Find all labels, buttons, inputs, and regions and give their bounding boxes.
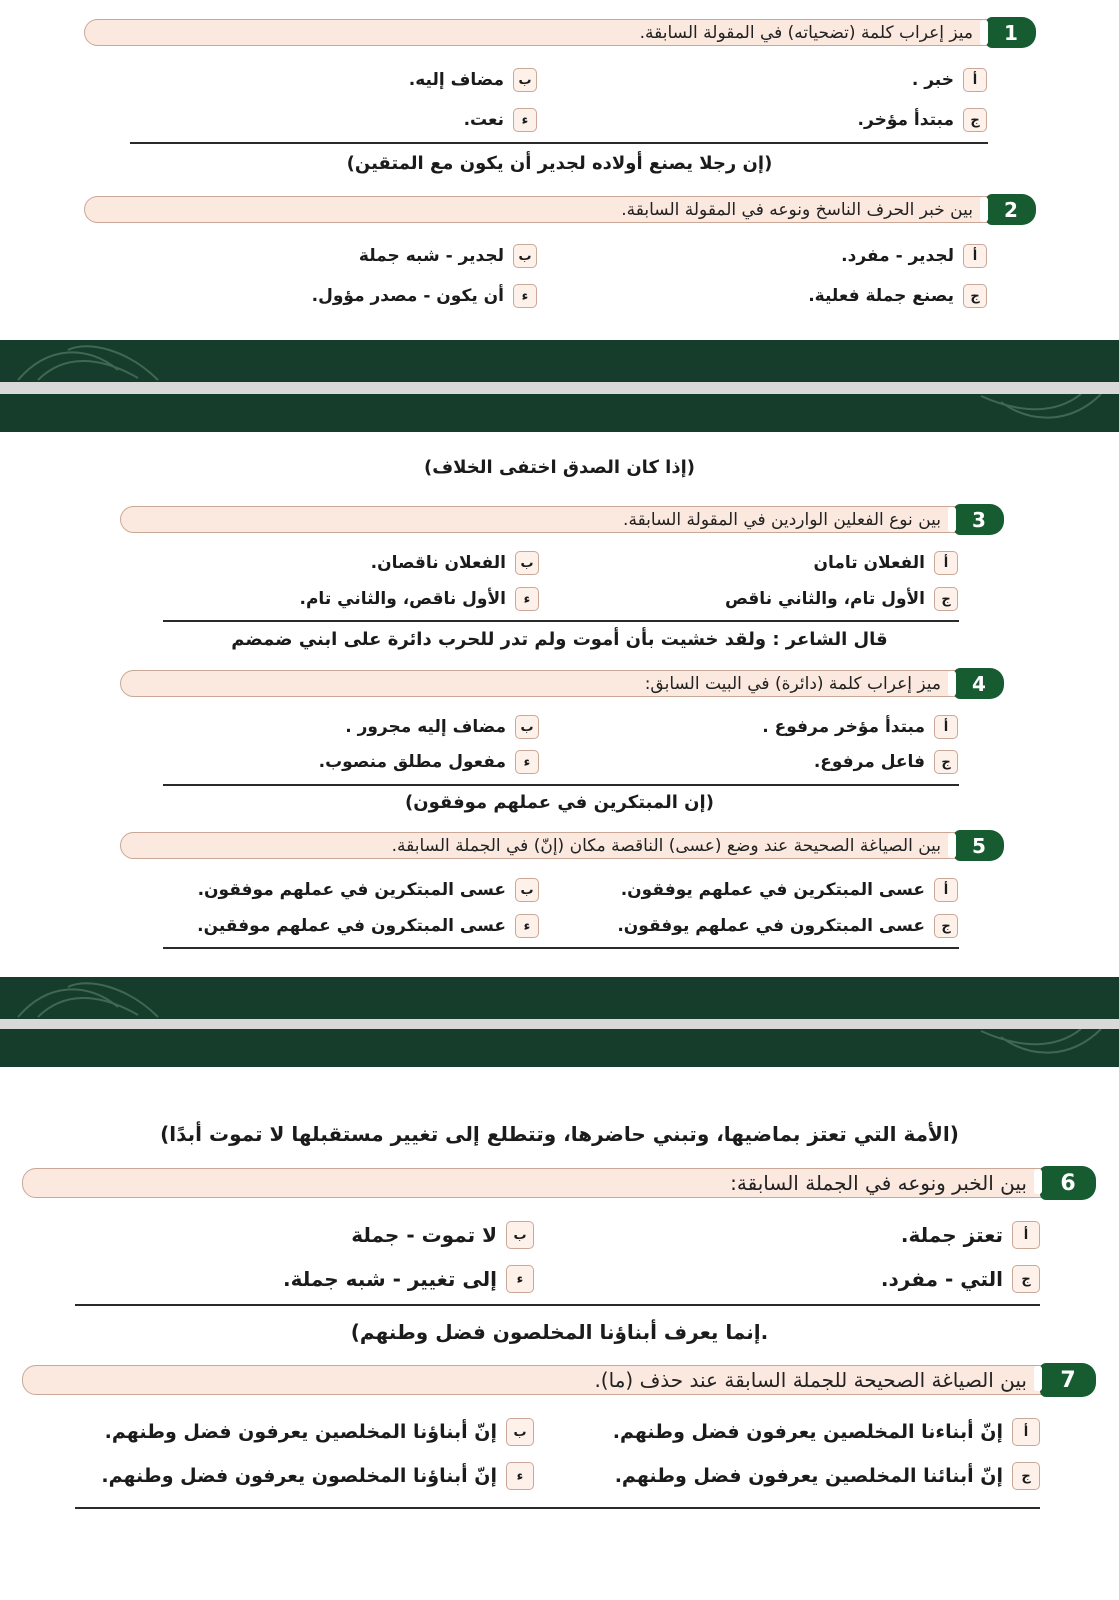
question-1-header [84,17,1036,48]
option-b[interactable] [105,1418,534,1446]
option-letter: أ [1012,1221,1040,1249]
question-number: 1 [986,17,1036,48]
question-text: ميز إعراب كلمة (دائرة) في البيت السابق: [120,670,960,697]
option-c[interactable] [615,1462,1040,1490]
option-letter: أ [963,68,987,92]
option-d[interactable] [319,750,539,774]
option-letter: ج [1012,1462,1040,1490]
option-text: نعت. [463,110,504,130]
option-text: مبتدأ مؤخر. [857,110,954,130]
option-c[interactable] [808,284,987,308]
quote-text: (إن المبتكرين في عملهم موفقون) [405,792,714,813]
option-text: مضاف إليه. [408,70,504,90]
divider [163,947,959,949]
option-a[interactable] [813,551,958,575]
quote-text: (إن رجلا يصنع أولاده لجدير أن يكون مع المتقين) [346,153,773,174]
option-text: مفعول مطلق منصوب. [318,752,506,772]
option-letter: أ [934,715,958,739]
option-text: الفعلان تامان [813,553,925,573]
option-letter: ج [934,750,958,774]
option-b[interactable] [409,68,537,92]
question-text: بين الصياغة الصحيحة عند وضع (عسى) الناقصة مكان (إنّ) في الجملة السابقة. [120,832,960,859]
option-a[interactable] [901,1221,1040,1249]
option-text: مبتدأ مؤخر مرفوع . [762,717,925,737]
divider [163,620,959,622]
option-letter: ء [515,587,539,611]
option-a[interactable] [621,878,958,902]
quote-text: (إذا كان الصدق اختفى الخلاف) [424,457,695,478]
option-letter: ج [1012,1265,1040,1293]
quote-text: (الأمة التي تعتز بماضيها، وتبني حاضرها، وتتطلع إلى تغيير مستقبلها لا تموت أبدًا) [160,1122,959,1146]
option-letter: أ [1012,1418,1040,1446]
option-text: عسى المبتكرون في عملهم يوفقون. [617,916,925,936]
option-letter: ء [506,1265,534,1293]
option-c[interactable] [617,914,958,938]
option-letter: ج [934,587,958,611]
page-3 [0,1029,1119,1600]
divider [163,784,959,786]
option-a[interactable] [912,68,987,92]
question-number: 2 [986,194,1036,225]
option-letter: ء [515,750,539,774]
page-1 [0,0,1119,382]
option-letter: ء [513,284,537,308]
option-b[interactable] [345,715,539,739]
option-c[interactable] [814,750,958,774]
ornament-icon [8,977,188,1019]
option-letter: أ [934,551,958,575]
question-4-header [120,668,1004,699]
option-letter: ء [515,914,539,938]
option-a[interactable] [613,1418,1040,1446]
option-letter: ب [513,68,537,92]
option-c[interactable] [881,1265,1040,1293]
ornament-icon [931,394,1111,432]
option-b[interactable] [198,878,539,902]
option-b[interactable] [351,1221,534,1249]
option-text: تعتز جملة. [900,1223,1003,1247]
question-number: 5 [954,830,1004,861]
option-d[interactable] [300,587,539,611]
divider [130,142,988,144]
option-text: أن يكون - مصدر مؤول. [311,286,504,306]
option-d[interactable] [312,284,537,308]
divider [75,1507,1040,1509]
option-letter: ج [934,914,958,938]
page-2 [0,394,1119,1019]
page-gap [0,382,1119,394]
footer-band [0,340,1119,382]
question-text: بين خبر الحرف الناسخ ونوعه في المقولة السابقة. [84,196,992,223]
option-text: الأول تام، والثاني ناقص [724,589,925,609]
question-number: 4 [954,668,1004,699]
header-band [0,1029,1119,1067]
question-text: بين الخبر ونوعه في الجملة السابقة: [22,1168,1046,1198]
option-letter: ء [513,108,537,132]
option-text: إنّ أبنائنا المخلصين يعرفون فضل وطنهم. [614,1465,1003,1487]
ornament-icon [8,340,188,382]
question-text: بين نوع الفعلين الواردين في المقولة السابقة. [120,506,960,533]
option-c[interactable] [725,587,958,611]
option-b[interactable] [371,551,539,575]
footer-band [0,977,1119,1019]
option-text: عسى المبتكرون في عملهم موفقين. [197,916,506,936]
option-text: يصنع جملة فعلية. [808,286,954,306]
option-c[interactable] [858,108,987,132]
page-gap [0,1019,1119,1029]
option-text: عسى المبتكرين في عملهم موفقون. [197,880,506,900]
option-text: خبر . [911,70,954,90]
option-text: التي - مفرد. [880,1267,1003,1291]
option-letter: ب [513,244,537,268]
option-b[interactable] [359,244,537,268]
option-letter: ب [515,878,539,902]
option-d[interactable] [197,914,539,938]
question-5-header [120,830,1004,861]
question-2-header [84,194,1036,225]
option-text: إنّ أبناؤنا المخلصون يعرفون فضل وطنهم. [101,1465,497,1487]
question-6-header [22,1166,1096,1200]
option-d[interactable] [101,1462,534,1490]
option-text: عسى المبتكرين في عملهم يوفقون. [620,880,925,900]
option-letter: ب [515,551,539,575]
option-letter: ج [963,108,987,132]
option-a[interactable] [841,244,987,268]
option-text: مضاف إليه مجرور . [345,717,506,737]
option-text: إنّ أبناءنا المخلصين يعرفون فضل وطنهم. [612,1421,1003,1443]
option-text: الفعلان ناقصان. [370,553,506,573]
option-text: إنّ أبناؤنا المخلصين يعرفون فضل وطنهم. [104,1421,497,1443]
question-text: ميز إعراب كلمة (تضحياته) في المقولة السابقة. [84,19,992,46]
question-7-header [22,1363,1096,1397]
option-d[interactable] [464,108,537,132]
option-letter: ب [515,715,539,739]
option-letter: ب [506,1221,534,1249]
question-number: 6 [1040,1166,1096,1200]
option-letter: ء [506,1462,534,1490]
option-letter: أ [963,244,987,268]
option-text: فاعل مرفوع. [813,752,925,772]
question-number: 7 [1040,1363,1096,1397]
option-text: لا تموت - جملة [351,1223,497,1247]
option-a[interactable] [762,715,958,739]
quote-text: قال الشاعر : ولقد خشيت بأن أموت ولم تدر للحرب دائرة على ابني ضمضم [231,629,888,650]
option-d[interactable] [283,1265,534,1293]
option-letter: أ [934,878,958,902]
option-text: لجدير - شبه جملة [358,246,504,266]
option-letter: ج [963,284,987,308]
ornament-icon [931,1029,1111,1067]
header-band [0,394,1119,432]
question-number: 3 [954,504,1004,535]
divider [75,1304,1040,1306]
question-3-header [120,504,1004,535]
question-text: بين الصياغة الصحيحة للجملة السابقة عند حذف (ما). [22,1365,1046,1395]
option-text: إلى تغيير - شبه جملة. [283,1267,497,1291]
option-text: لجدير - مفرد. [841,246,954,266]
quote-text: .إنما يعرف أبناؤنا المخلصون فضل وطنهم) [350,1320,769,1344]
option-text: الأول ناقص، والثاني تام. [299,589,506,609]
option-letter: ب [506,1418,534,1446]
